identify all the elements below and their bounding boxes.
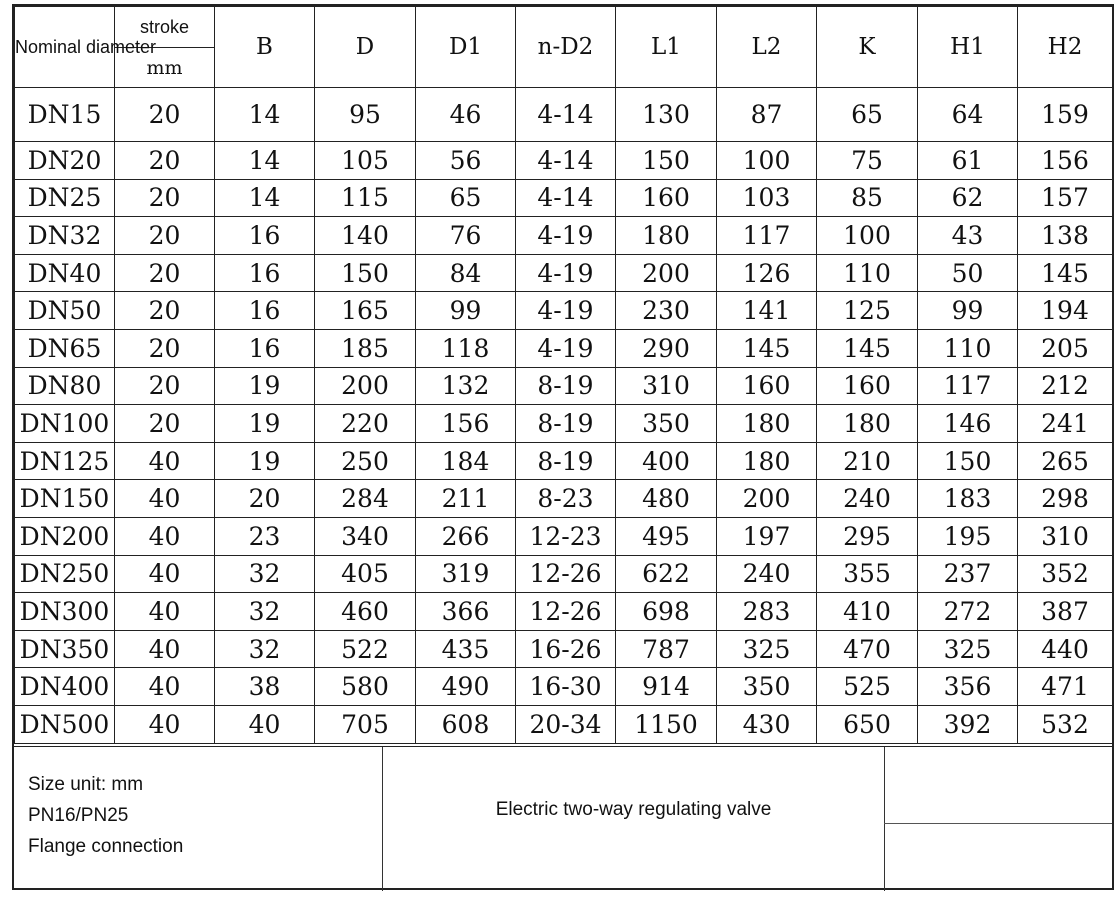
table-cell: 146 (918, 405, 1018, 443)
table-row (15, 88, 1113, 142)
table-cell: 356 (918, 668, 1018, 706)
table-cell: 184 (416, 442, 516, 480)
table-cell: 12-23 (516, 517, 616, 555)
table-cell: 787 (616, 630, 717, 668)
table-cell: 241 (1018, 405, 1113, 443)
header-stroke-unit: mm (115, 48, 215, 88)
table-cell: 40 (115, 593, 215, 631)
table-row (15, 179, 1113, 217)
table-cell: 220 (315, 405, 416, 443)
table-cell: 532 (1018, 705, 1113, 743)
header-row-1 (15, 7, 1113, 48)
table-cell: 20 (115, 88, 215, 142)
table-cell: 194 (1018, 292, 1113, 330)
table-row (15, 367, 1113, 405)
table-cell: 75 (817, 142, 918, 180)
table-cell: 20 (115, 292, 215, 330)
table-cell: 4-19 (516, 329, 616, 367)
table-cell: 141 (717, 292, 817, 330)
table-cell: 622 (616, 555, 717, 593)
table-cell: 240 (817, 480, 918, 518)
cell-nominal-diameter: DN40 (15, 254, 115, 292)
table-cell: 100 (717, 142, 817, 180)
table-cell: 319 (416, 555, 516, 593)
header-nominal-diameter: Nominal diameter (15, 7, 115, 88)
header-col-l2: L2 (717, 7, 817, 88)
table-cell: 20-34 (516, 705, 616, 743)
table-row (15, 292, 1113, 330)
table-cell: 460 (315, 593, 416, 631)
table-cell: 1150 (616, 705, 717, 743)
drawing-sheet (12, 4, 1114, 890)
table-cell: 290 (616, 329, 717, 367)
note-pressure: PN16/PN25 (28, 805, 129, 826)
header-col-h2: H2 (1018, 7, 1113, 88)
table-cell: 4-14 (516, 88, 616, 142)
table-cell: 40 (115, 668, 215, 706)
table-cell: 20 (115, 254, 215, 292)
table-row (15, 142, 1113, 180)
table-cell: 32 (215, 593, 315, 631)
cell-nominal-diameter: DN32 (15, 217, 115, 255)
table-cell: 705 (315, 705, 416, 743)
table-cell: 32 (215, 555, 315, 593)
table-cell: 40 (115, 517, 215, 555)
table-cell: 150 (616, 142, 717, 180)
table-cell: 210 (817, 442, 918, 480)
table-cell: 160 (817, 367, 918, 405)
table-row (15, 480, 1113, 518)
table-cell: 180 (616, 217, 717, 255)
table-cell: 195 (918, 517, 1018, 555)
table-cell: 295 (817, 517, 918, 555)
table-row (15, 668, 1113, 706)
table-cell: 19 (215, 405, 315, 443)
table-cell: 250 (315, 442, 416, 480)
table-cell: 230 (616, 292, 717, 330)
table-cell: 470 (817, 630, 918, 668)
header-col-d: D (315, 7, 416, 88)
table-cell: 138 (1018, 217, 1113, 255)
table-row (15, 405, 1113, 443)
table-cell: 100 (817, 217, 918, 255)
table-cell: 698 (616, 593, 717, 631)
table-cell: 240 (717, 555, 817, 593)
table-cell: 145 (817, 329, 918, 367)
table-row (15, 217, 1113, 255)
table-cell: 84 (416, 254, 516, 292)
title-block-divider (884, 747, 885, 891)
table-cell: 405 (315, 555, 416, 593)
cell-nominal-diameter: DN350 (15, 630, 115, 668)
table-cell: 284 (315, 480, 416, 518)
table-cell: 298 (1018, 480, 1113, 518)
table-cell: 95 (315, 88, 416, 142)
table-cell: 525 (817, 668, 918, 706)
table-cell: 118 (416, 329, 516, 367)
cell-nominal-diameter: DN250 (15, 555, 115, 593)
table-row (15, 517, 1113, 555)
table-cell: 200 (315, 367, 416, 405)
table-cell: 212 (1018, 367, 1113, 405)
table-cell: 366 (416, 593, 516, 631)
table-cell: 272 (918, 593, 1018, 631)
table-cell: 40 (115, 630, 215, 668)
table-cell: 16 (215, 254, 315, 292)
table-cell: 32 (215, 630, 315, 668)
table-cell: 16 (215, 329, 315, 367)
table-cell: 65 (416, 179, 516, 217)
table-cell: 157 (1018, 179, 1113, 217)
table-cell: 16 (215, 217, 315, 255)
table-cell: 16-30 (516, 668, 616, 706)
table-cell: 115 (315, 179, 416, 217)
cell-nominal-diameter: DN80 (15, 367, 115, 405)
cell-nominal-diameter: DN25 (15, 179, 115, 217)
table-cell: 150 (918, 442, 1018, 480)
table-cell: 16 (215, 292, 315, 330)
table-cell: 410 (817, 593, 918, 631)
table-cell: 99 (416, 292, 516, 330)
table-cell: 200 (717, 480, 817, 518)
table-cell: 76 (416, 217, 516, 255)
table-cell: 65 (817, 88, 918, 142)
table-cell: 180 (717, 405, 817, 443)
table-cell: 12-26 (516, 555, 616, 593)
table-cell: 20 (115, 367, 215, 405)
table-cell: 110 (817, 254, 918, 292)
table-cell: 197 (717, 517, 817, 555)
table-cell: 325 (918, 630, 1018, 668)
table-cell: 12-26 (516, 593, 616, 631)
table-cell: 20 (115, 329, 215, 367)
cell-nominal-diameter: DN100 (15, 405, 115, 443)
table-cell: 650 (817, 705, 918, 743)
table-cell: 8-19 (516, 405, 616, 443)
table-cell: 50 (918, 254, 1018, 292)
table-cell: 38 (215, 668, 315, 706)
cell-nominal-diameter: DN65 (15, 329, 115, 367)
table-cell: 4-19 (516, 292, 616, 330)
table-cell: 283 (717, 593, 817, 631)
header-col-n-d2: n-D2 (516, 7, 616, 88)
title-block (14, 746, 1112, 891)
table-cell: 145 (717, 329, 817, 367)
table-cell: 56 (416, 142, 516, 180)
table-cell: 180 (717, 442, 817, 480)
table-cell: 200 (616, 254, 717, 292)
table-cell: 40 (215, 705, 315, 743)
table-cell: 125 (817, 292, 918, 330)
table-row (15, 254, 1113, 292)
table-cell: 237 (918, 555, 1018, 593)
table-cell: 4-14 (516, 179, 616, 217)
table-cell: 340 (315, 517, 416, 555)
cell-nominal-diameter: DN125 (15, 442, 115, 480)
table-cell: 61 (918, 142, 1018, 180)
table-cell: 20 (115, 405, 215, 443)
table-cell: 205 (1018, 329, 1113, 367)
table-cell: 310 (616, 367, 717, 405)
table-cell: 490 (416, 668, 516, 706)
table-cell: 19 (215, 442, 315, 480)
notes (28, 769, 183, 862)
table-cell: 103 (717, 179, 817, 217)
table-cell: 8-19 (516, 442, 616, 480)
note-size-unit: Size unit: mm (28, 774, 144, 795)
title-block-divider (884, 823, 1112, 824)
table-cell: 265 (1018, 442, 1113, 480)
cell-nominal-diameter: DN300 (15, 593, 115, 631)
table-cell: 8-23 (516, 480, 616, 518)
table-cell: 435 (416, 630, 516, 668)
table-cell: 46 (416, 88, 516, 142)
table-cell: 40 (115, 555, 215, 593)
table-cell: 110 (918, 329, 1018, 367)
table-cell: 14 (215, 142, 315, 180)
table-cell: 211 (416, 480, 516, 518)
table-cell: 23 (215, 517, 315, 555)
table-cell: 471 (1018, 668, 1113, 706)
table-cell: 350 (717, 668, 817, 706)
table-cell: 126 (717, 254, 817, 292)
cell-nominal-diameter: DN500 (15, 705, 115, 743)
table-cell: 440 (1018, 630, 1113, 668)
cell-nominal-diameter: DN50 (15, 292, 115, 330)
table-row (15, 442, 1113, 480)
note-connection: Flange connection (28, 836, 184, 857)
table-cell: 387 (1018, 593, 1113, 631)
cell-nominal-diameter: DN20 (15, 142, 115, 180)
table-cell: 64 (918, 88, 1018, 142)
header-col-l1: L1 (616, 7, 717, 88)
header-col-h1: H1 (918, 7, 1018, 88)
table-cell: 495 (616, 517, 717, 555)
table-cell: 14 (215, 88, 315, 142)
table-cell: 132 (416, 367, 516, 405)
table-cell: 580 (315, 668, 416, 706)
table-cell: 40 (115, 705, 215, 743)
header-col-k: K (817, 7, 918, 88)
table-cell: 20 (115, 179, 215, 217)
table-cell: 310 (1018, 517, 1113, 555)
header-col-b: B (215, 7, 315, 88)
table-cell: 180 (817, 405, 918, 443)
table-cell: 325 (717, 630, 817, 668)
table-cell: 914 (616, 668, 717, 706)
table-cell: 183 (918, 480, 1018, 518)
table-cell: 350 (616, 405, 717, 443)
table-cell: 160 (616, 179, 717, 217)
table-cell: 266 (416, 517, 516, 555)
table-cell: 20 (115, 217, 215, 255)
cell-nominal-diameter: DN400 (15, 668, 115, 706)
table-cell: 165 (315, 292, 416, 330)
table-cell: 522 (315, 630, 416, 668)
table-cell: 40 (115, 480, 215, 518)
table-cell: 150 (315, 254, 416, 292)
table-cell: 20 (215, 480, 315, 518)
table-row (15, 555, 1113, 593)
table-cell: 99 (918, 292, 1018, 330)
table-cell: 40 (115, 442, 215, 480)
table-cell: 19 (215, 367, 315, 405)
table-cell: 156 (1018, 142, 1113, 180)
cell-nominal-diameter: DN15 (15, 88, 115, 142)
table-cell: 400 (616, 442, 717, 480)
dimension-table (14, 6, 1113, 744)
table-cell: 87 (717, 88, 817, 142)
table-cell: 8-19 (516, 367, 616, 405)
table-row (15, 593, 1113, 631)
table-cell: 392 (918, 705, 1018, 743)
table-row (15, 705, 1113, 743)
table-cell: 4-19 (516, 254, 616, 292)
table-cell: 608 (416, 705, 516, 743)
table-cell: 140 (315, 217, 416, 255)
table-cell: 4-19 (516, 217, 616, 255)
table-cell: 20 (115, 142, 215, 180)
table-row (15, 329, 1113, 367)
table-row (15, 630, 1113, 668)
table-cell: 355 (817, 555, 918, 593)
header-col-d1: D1 (416, 7, 516, 88)
table-cell: 4-14 (516, 142, 616, 180)
table-cell: 145 (1018, 254, 1113, 292)
table-cell: 480 (616, 480, 717, 518)
table-cell: 130 (616, 88, 717, 142)
table-cell: 117 (918, 367, 1018, 405)
cell-nominal-diameter: DN150 (15, 480, 115, 518)
table-cell: 14 (215, 179, 315, 217)
table-cell: 16-26 (516, 630, 616, 668)
table-cell: 62 (918, 179, 1018, 217)
table-cell: 185 (315, 329, 416, 367)
header-stroke: stroke (115, 7, 215, 48)
table-cell: 430 (717, 705, 817, 743)
drawing-caption: Electric two-way regulating valve (495, 799, 772, 820)
cell-nominal-diameter: DN200 (15, 517, 115, 555)
table-cell: 352 (1018, 555, 1113, 593)
table-cell: 159 (1018, 88, 1113, 142)
table-cell: 85 (817, 179, 918, 217)
table-cell: 117 (717, 217, 817, 255)
table-cell: 160 (717, 367, 817, 405)
table-cell: 105 (315, 142, 416, 180)
table-cell: 43 (918, 217, 1018, 255)
table-cell: 156 (416, 405, 516, 443)
